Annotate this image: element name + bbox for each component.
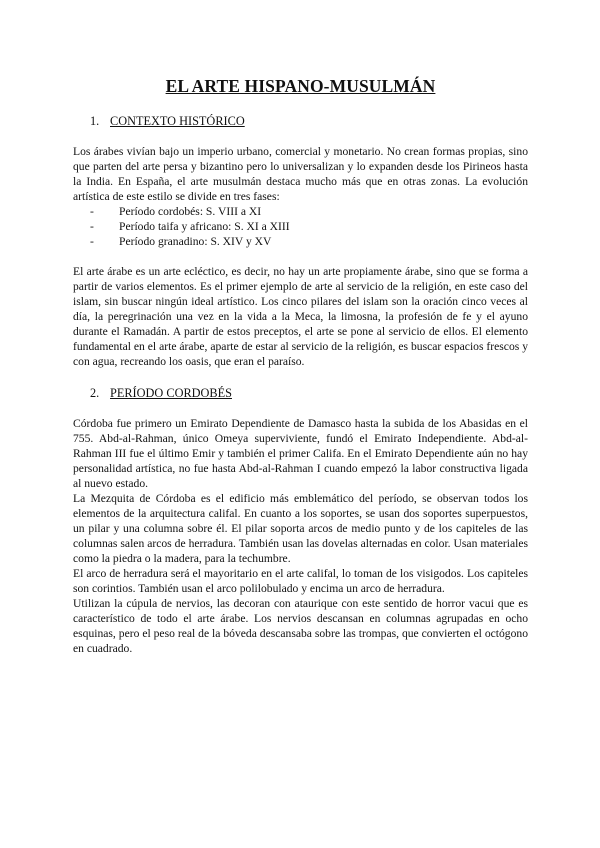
list-dash: - (90, 235, 94, 248)
list-item (73, 204, 528, 219)
section-title: PERÍODO CORDOBÉS (110, 386, 232, 400)
list-dash: - (90, 205, 94, 218)
section-title: CONTEXTO HISTÓRICO (110, 114, 245, 128)
phase-text: Período taifa y africano: S. XI a XIII (119, 220, 290, 233)
paragraph-cupula: Utilizan la cúpula de nervios, las decoran con ataurique con este sentido de horror vacui que es característico de todo el arte árabe. Los nervios descansan en columnas agrupadas en ocho esquinas, pero el peso real de la bóveda descansaba sobre las trompas, que convierten el octógono en cuadrado. (73, 597, 528, 655)
section-heading-cordobes (73, 385, 528, 401)
paragraph-arte-arabe: El arte árabe es un arte ecléctico, es decir, no hay un arte propiamente árabe, sino que se forma a partir de varios elementos. Es el primer ejemplo de arte al servicio de la religión, en este caso del islam, sin buscar ningún ideal artístico. Los cinco pilares del islam son la oración cinco veces al día, la peregrinación una vez en la vida a la Meca, la limosna, la profesión de fe y el ayuno durante el Ramadán. A partir de estos preceptos, el arte se pone al servicio de ellos. El elemento fundamental en el arte árabe, aparte de estar al servicio de la religión, es buscar espacios frescos y con agua, recreando los oasis, que eran el paraíso. (73, 265, 528, 368)
paragraph-cordoba-emirato: Córdoba fue primero un Emirato Dependiente de Damasco hasta la subida de los Abasidas en el 755. Abd-al-Rahman, único Omeya superviviente, fundó el Emirato Independiente. Abd-al-Rahman III fue el último Emir y también el primer Califa. En el Emirato Dependiente aún no hay personalidad artística, no fue hasta Abd-al-Rahman I cuando empezó la labor constructiva ligada al nuevo estado. (73, 417, 528, 490)
section-number: 1. (90, 114, 100, 128)
phase-text: Período granadino: S. XIV y XV (119, 235, 272, 248)
document-title: EL ARTE HISPANO-MUSULMÁN (165, 76, 436, 96)
list-item (73, 219, 528, 234)
list-dash: - (90, 220, 94, 233)
paragraph-arco-herradura: El arco de herradura será el mayoritario en el arte califal, lo toman de los visigodos. Los capiteles son corintios. También usan el arco polilobulado y encima un arco de herradura. (73, 567, 528, 595)
list-item (73, 234, 528, 249)
section-number: 2. (90, 386, 100, 400)
paragraph-contexto-intro: Los árabes vivían bajo un imperio urbano, comercial y monetario. No crean formas propias, sino que parten del arte persa y bizantino pero lo universalizan y lo expanden desde los Pirineos hasta la India. En España, el arte musulmán destaca mucho más que en otras zonas. La evolución artística de este estilo se divide en tres fases: (73, 145, 528, 203)
phase-text: Período cordobés: S. VIII a XI (119, 205, 262, 218)
section-heading-contexto (73, 113, 528, 129)
paragraph-mezquita: La Mezquita de Córdoba es el edificio más emblemático del período, se observan todos los elementos de la arquitectura califal. En cuanto a los soportes, se usan dos soportes superpuestos, un pilar y una columna sobre él. El pilar soporta arcos de medio punto y de los capiteles de las columnas salen arcos de herradura. También usan las dovelas alternadas en color. Usan materiales como la piedra o la madera, para la techumbre. (73, 492, 528, 565)
phases-list (73, 204, 528, 249)
